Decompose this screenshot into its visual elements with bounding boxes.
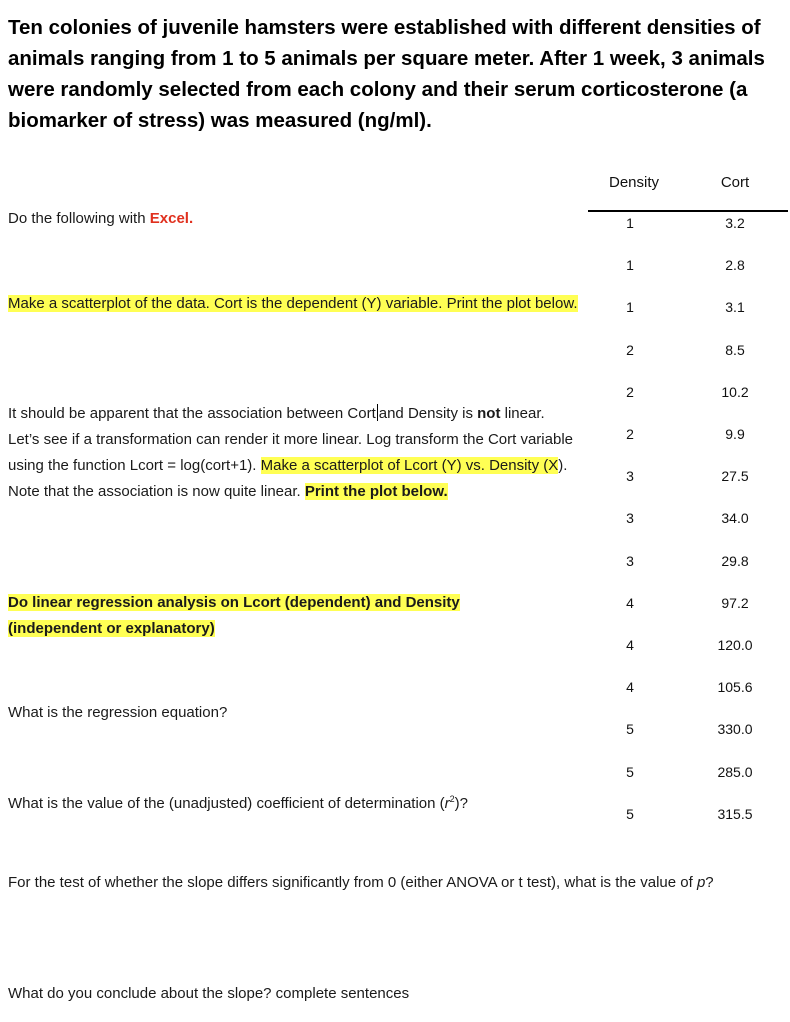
q6-suffix: ? xyxy=(705,874,714,891)
question-regression-text: Do linear regression analysis on Lcort (dependent) and Density (independent or explanatory) xyxy=(8,594,460,637)
cell-density: 3 xyxy=(626,553,634,569)
q2-part2: and Density is xyxy=(378,405,478,422)
cell-density: 3 xyxy=(626,510,634,526)
text-cursor xyxy=(377,404,378,421)
question-regression xyxy=(8,590,508,642)
question-conclusion: What do you conclude about the slope? complete sentences xyxy=(8,985,410,1002)
intro-text: Do the following with xyxy=(8,210,150,227)
question-equation: What is the regression equation? xyxy=(8,704,228,721)
q2-not: not xyxy=(477,405,501,422)
cell-cort: 8.5 xyxy=(725,342,745,358)
cell-cort: 97.2 xyxy=(721,595,749,611)
cell-cort: 34.0 xyxy=(721,510,749,526)
q2-part3: linear. Let’s see if a transformation can render it more linear. Log transform the Cort variable using the function Lcort = log(cort+1). xyxy=(8,405,573,474)
cell-cort: 285.0 xyxy=(717,764,753,780)
question-scatterplot xyxy=(8,291,578,317)
cell-density: 3 xyxy=(626,468,634,484)
cell-cort: 9.9 xyxy=(725,426,745,442)
cell-cort: 120.0 xyxy=(717,637,753,653)
cell-cort: 10.2 xyxy=(721,384,749,400)
cell-density: 5 xyxy=(626,721,634,737)
q6-prefix: For the test of whether the slope differs significantly from 0 (either ANOVA or t test), what is the value of xyxy=(8,874,697,891)
q2-highlight-1: Make a scatterplot of Lcort (Y) vs. Density (X xyxy=(260,457,559,474)
question-scatterplot-text: Make a scatterplot of the data. Cort is the dependent (Y) variable. Print the plot below. xyxy=(8,295,578,312)
cell-cort: 27.5 xyxy=(721,468,749,484)
cell-density: 4 xyxy=(626,637,634,653)
cell-density: 2 xyxy=(626,342,634,358)
cell-density: 5 xyxy=(626,806,634,822)
cell-density: 5 xyxy=(626,764,634,780)
cell-cort: 3.2 xyxy=(725,215,745,231)
q6-p: p xyxy=(696,874,706,891)
q5-r: r xyxy=(444,795,450,812)
problem-title: Ten colonies of juvenile hamsters were established with different densities of animals ranging from 1 to 5 animals per square meter. After 1 week, 3 animals were randomly selected from each colony and their serum corticosterone (a biomarker of stress) was measured (ng/ml). xyxy=(8,16,765,132)
cell-cort: 315.5 xyxy=(717,806,753,822)
cell-density: 1 xyxy=(626,215,634,231)
cell-density: 2 xyxy=(626,426,634,442)
q5-sup: 2 xyxy=(449,794,455,804)
app-name: Excel. xyxy=(149,210,194,227)
header-cort: Cort xyxy=(720,174,750,191)
q5-suffix: )? xyxy=(454,795,468,812)
cell-density: 1 xyxy=(626,257,634,273)
q2-highlight-2: Print the plot below. xyxy=(304,483,448,500)
cell-density: 2 xyxy=(626,384,634,400)
cell-density: 4 xyxy=(626,679,634,695)
cell-cort: 3.1 xyxy=(725,299,745,315)
cell-cort: 2.8 xyxy=(725,257,745,273)
question-r-squared xyxy=(8,786,588,817)
question-p-value xyxy=(8,870,778,896)
cell-density: 4 xyxy=(626,595,634,611)
q5-prefix: What is the value of the (unadjusted) coefficient of determination ( xyxy=(8,795,445,812)
header-density: Density xyxy=(608,174,660,191)
q2-part4: ). Note that the association is now quite linear. xyxy=(8,457,568,500)
header-rule xyxy=(588,210,788,212)
cell-cort: 330.0 xyxy=(717,721,753,737)
cell-density: 1 xyxy=(626,299,634,315)
cell-cort: 105.6 xyxy=(717,679,753,695)
cell-cort: 29.8 xyxy=(721,553,749,569)
q2-part1: It should be apparent that the association between Cort xyxy=(8,405,376,422)
intro-line xyxy=(8,206,193,232)
question-transform xyxy=(8,401,578,505)
